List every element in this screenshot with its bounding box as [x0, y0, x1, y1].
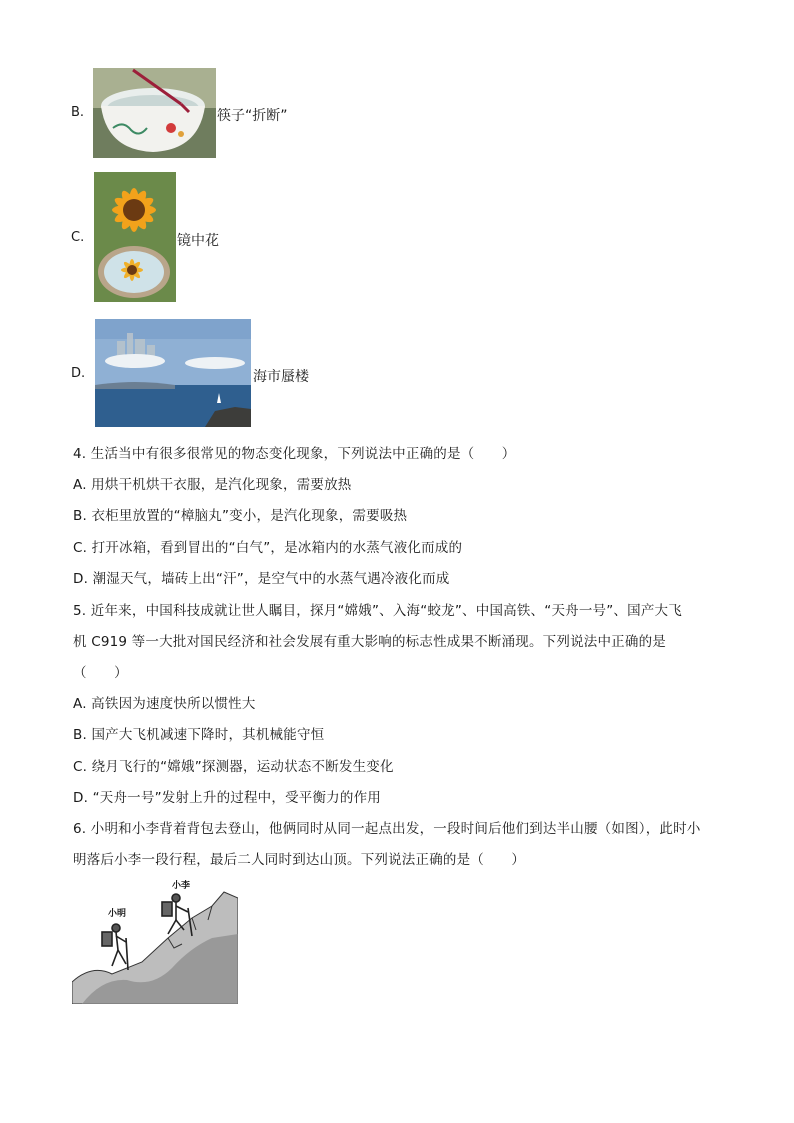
mountain-climbers-figure — [72, 878, 238, 1004]
option-b-caption: 筷子“折断” — [217, 108, 288, 124]
question-5-option-b: B. 国产大飞机减速下降时，其机械能守恒 — [73, 727, 325, 743]
question-6-stem-line-1: 6. 小明和小李背着背包去登山，他俩同时从同一起点出发，一段时间后他们到达半山腰（如图），此时小 — [73, 821, 701, 837]
option-d-letter: D. — [71, 366, 86, 381]
flower-mirror-image — [94, 172, 176, 302]
question-4-stem: 4. 生活当中有很多很常见的物态变化现象，下列说法中正确的是（ ） — [73, 446, 516, 462]
question-5-stem-line-1: 5. 近年来，中国科技成就让世人瞩目，探月“嫦娥”、入海“蛟龙”、中国高铁、“天舟一号”、国产大飞 — [73, 603, 682, 619]
question-5-stem-line-2: 机 C919 等一大批对国民经济和社会发展有重大影响的标志性成果不断涌现。下列说法中正确的是 — [73, 634, 666, 650]
question-4-option-a: A. 用烘干机烘干衣服，是汽化现象，需要放热 — [73, 477, 352, 493]
figure-label-xiaoming: 小明 — [108, 909, 127, 919]
question-4-option-b: B. 衣柜里放置的“樟脑丸”变小，是汽化现象，需要吸热 — [73, 508, 408, 524]
option-c-caption: 镜中花 — [177, 233, 219, 249]
question-5-stem-line-3: （ ） — [73, 665, 128, 681]
option-d-caption: 海市蜃楼 — [253, 369, 309, 385]
question-4-option-d: D. 潮湿天气，墙砖上出“汗”，是空气中的水蒸气遇冷液化而成 — [73, 571, 450, 587]
question-5-option-a: A. 高铁因为速度快所以惯性大 — [73, 696, 256, 712]
question-5-option-d: D. “天舟一号”发射上升的过程中，受平衡力的作用 — [73, 790, 381, 806]
option-b-letter: B. — [71, 105, 85, 120]
option-c-letter: C. — [71, 230, 85, 245]
question-4-option-c: C. 打开冰箱，看到冒出的“白气”，是冰箱内的水蒸气液化而成的 — [73, 540, 463, 556]
mirage-image — [95, 319, 251, 427]
question-5-option-c: C. 绕月飞行的“嫦娥”探测器，运动状态不断发生变化 — [73, 759, 394, 775]
question-6-stem-line-2: 明落后小李一段行程，最后二人同时到达山顶。下列说法正确的是（ ） — [73, 852, 526, 868]
figure-label-xiaoli: 小李 — [172, 881, 191, 891]
chopsticks-bowl-image — [93, 68, 216, 158]
